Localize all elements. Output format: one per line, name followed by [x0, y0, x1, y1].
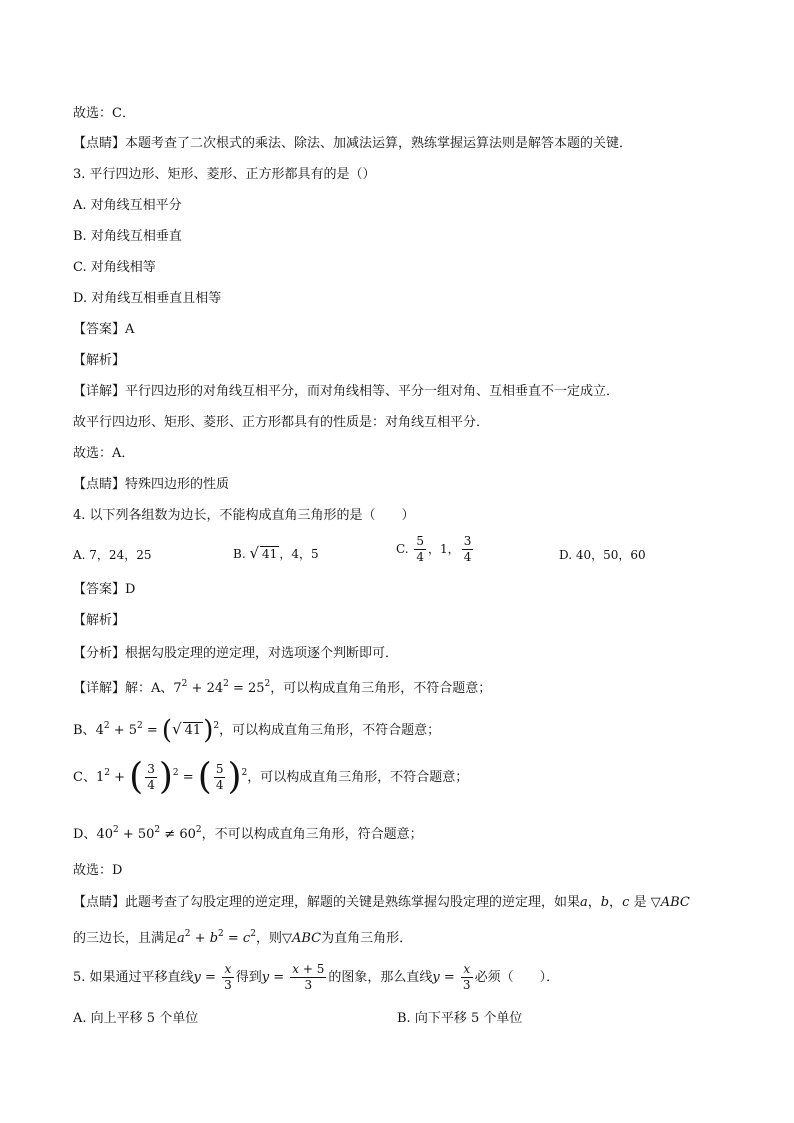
option-c-mid: ，1， — [428, 542, 460, 556]
fraction — [414, 534, 426, 565]
answer-label: 【答案】A — [73, 322, 135, 337]
option-d: D. 40，50，60 — [559, 548, 646, 562]
option-a: A. 7，24，25 — [73, 548, 152, 562]
detail-c-tail: ，可以构成直角三角形，不符合题意； — [247, 770, 469, 785]
detail-a-lead: 【详解】解：A、 — [73, 681, 174, 696]
numerator: 3 — [463, 534, 472, 548]
detail-c-lead: C、 — [73, 770, 96, 785]
text-line: 故选：C． — [73, 106, 135, 121]
math-var: c — [622, 895, 630, 910]
question-text: 的图象，那么直线 — [328, 970, 433, 985]
option-c — [396, 534, 475, 565]
detail-text: 【详解】平行四边形的对角线互相平分，而对角线相等、平分一组对角、互相垂直不一定成立． — [73, 384, 620, 399]
option-d: D. 对角线互相垂直且相等 — [73, 291, 222, 306]
text-line: 【点睛】本题考查了二次根式的乘法、除法、加减法运算，熟练掌握运算法则是解答本题的关键． — [73, 136, 633, 151]
radicand: 41 — [262, 547, 278, 561]
comment-text: 【点睛】此题考查了勾股定理的逆定理，解题的关键是熟练掌握勾股定理的逆定理，如果 — [73, 895, 581, 910]
math-expr: y — [193, 970, 201, 985]
comment-text: 为直角三角形． — [321, 931, 413, 946]
option-b — [233, 544, 319, 563]
sqrt-sign: √ — [249, 544, 260, 562]
option-c-label: C. — [396, 542, 409, 556]
answer-label: 【答案】D — [73, 582, 136, 597]
math-expr: $a^2 + b^2 = c^2$ — [177, 929, 256, 946]
math-var: b — [600, 895, 610, 910]
option-a: A. 对角线互相平分 — [73, 198, 182, 213]
question-5: 5. 如果通过平移直线y = $\frac{x}{3}$ 得到y = $\frac{x + 5}{3}$ 的图象，那么直线y = $\frac{x}{3}$ 必须（ ）． — [73, 962, 560, 992]
detail-a — [73, 680, 491, 698]
detail-b-lead: B、 — [73, 723, 96, 738]
math-expr: ▽ABC — [281, 931, 322, 946]
question-4-options — [73, 534, 713, 578]
question-4: 4. 以下列各组数为边长，不能构成直角三角形的是（ ） — [73, 508, 415, 523]
math-expr: $7^2 + 24^2 = 25^2$ — [173, 679, 271, 696]
comment-text: 的三边长，且满足 — [73, 931, 178, 946]
fraction — [462, 534, 474, 565]
math-expr: $1^2$ + ( $\frac{3}{4}$ )$^2$ = ( $\frac{5}{4}$ )$^2$ — [95, 756, 248, 798]
detail-b-tail: ，可以构成直角三角形，不符合题意； — [219, 723, 441, 738]
detail-d-lead: D、 — [73, 827, 97, 842]
question-3: 3. 平行四边形、矩形、菱形、正方形都具有的是（） — [73, 167, 376, 182]
math-expr: $40^2 + 50^2 \ne 60^2$ — [96, 825, 202, 842]
numerator: 5 — [416, 534, 425, 548]
option-b-label: B. — [233, 547, 246, 561]
choice-text: 故选：A． — [73, 446, 135, 461]
denominator: 4 — [416, 550, 425, 564]
math-expr: ▽ABC — [650, 895, 690, 910]
denominator: 4 — [463, 550, 472, 564]
detail-a-tail: ，可以构成直角三角形，不符合题意； — [270, 681, 492, 696]
comment-line-2 — [73, 930, 412, 948]
comment-text: ，则 — [255, 931, 282, 946]
comment-line-1: 【点睛】此题考查了勾股定理的逆定理，解题的关键是熟练掌握勾股定理的逆定理，如果a，b，c 是 ▽ABC — [73, 895, 690, 910]
math-expr: $4^2 + 5^2$ = (√ 41)$^2$ — [95, 715, 220, 746]
detail-d-tail: ，不可以构成直角三角形，符合题意； — [201, 827, 423, 842]
analysis-label: 【解析】 — [73, 353, 126, 368]
question-text: 得到 — [235, 970, 262, 985]
option-b-rest: ，4，5 — [279, 547, 319, 561]
math-var: a — [580, 895, 588, 910]
detail-c — [73, 756, 469, 798]
option-c: C. 对角线相等 — [73, 260, 156, 275]
comment-text: 【点睛】特殊四边形的性质 — [73, 477, 230, 492]
question-text: 5. 如果通过平移直线 — [73, 970, 194, 985]
detail-d — [73, 826, 423, 844]
comment-text: 是 — [633, 895, 647, 910]
detail-b — [73, 715, 441, 746]
option-b: B. 向下平移 5 个单位 — [397, 1011, 523, 1026]
option-b: B. 对角线互相垂直 — [73, 229, 182, 244]
option-a: A. 向上平移 5 个单位 — [73, 1011, 199, 1026]
detail-text: 故平行四边形、矩形、菱形、正方形都具有的性质是：对角线互相平分． — [73, 415, 490, 430]
question-text: 必须（ ）． — [474, 970, 560, 985]
analysis-text: 【分析】根据勾股定理的逆定理，对选项逐个判断即可． — [73, 646, 399, 661]
analysis-label: 【解析】 — [73, 613, 126, 628]
choice-text: 故选：D — [73, 863, 123, 878]
